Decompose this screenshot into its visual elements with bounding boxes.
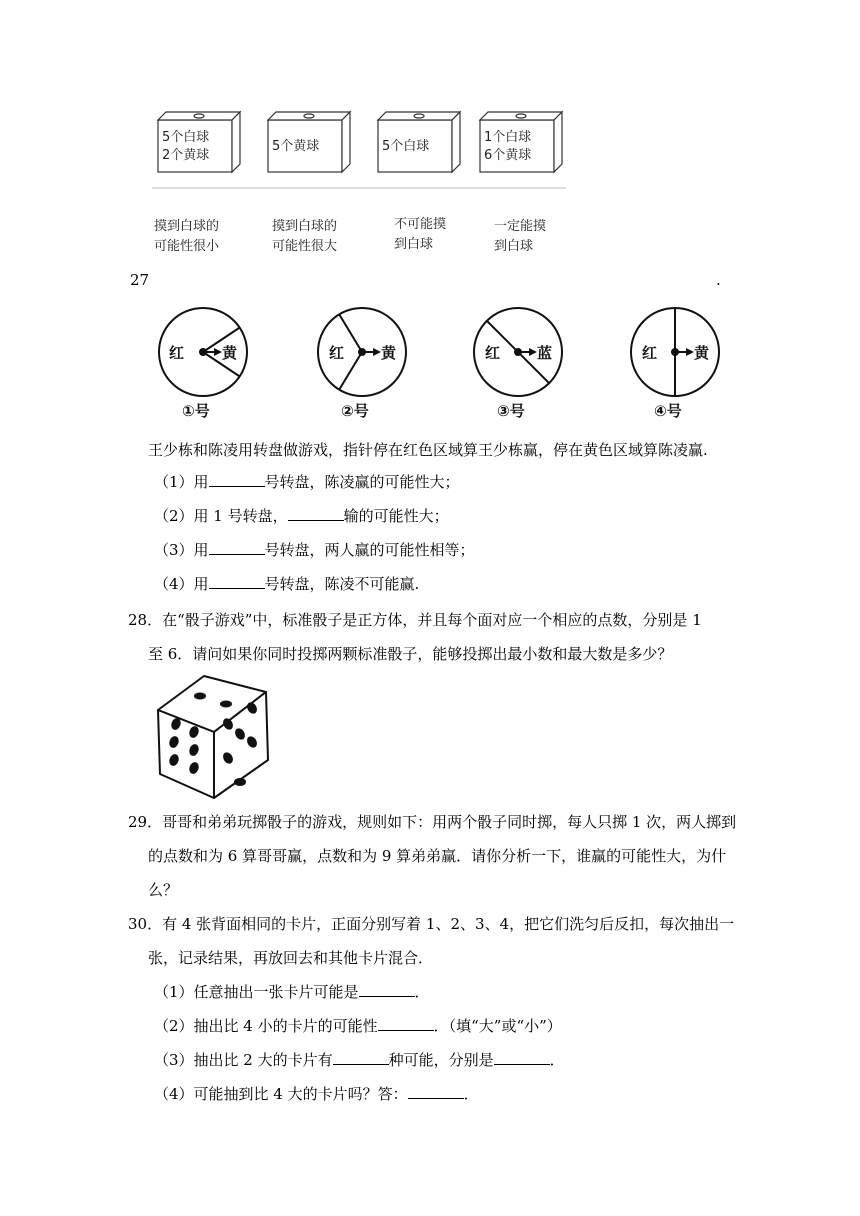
q30-part-2-prefix: （2）抽出比 4 小的卡片的可能性 (154, 1017, 378, 1035)
q27-part-4-prefix: （4）用 (154, 575, 209, 593)
q27-part-3-prefix: （3）用 (154, 541, 209, 559)
box-4-caption-2: 到白球 (494, 239, 534, 254)
q27-part-1-suffix: 号转盘，陈凌赢的可能性大； (264, 473, 460, 491)
box-3-line-1: 5个白球 (382, 139, 430, 154)
spinner-2-left-label: 红 (329, 344, 345, 362)
answer-blank[interactable] (333, 1050, 389, 1065)
spinner-2-right-label: 黄 (381, 344, 397, 362)
answer-blank[interactable] (378, 1016, 434, 1031)
q30-part-1-suffix: ． (414, 983, 430, 1001)
box-2-line-1: 5个黄球 (272, 139, 320, 154)
box-4-line-1: 1个白球 (484, 130, 532, 145)
q27-part-3-suffix: 号转盘，两人赢的可能性相等； (264, 541, 475, 559)
q30-part-2-suffix: ．（填“大”或“小”） (433, 1017, 562, 1035)
q27-part-4-suffix: 号转盘，陈凌不可能赢. (264, 575, 420, 593)
q27-number: 27 (130, 271, 150, 289)
spinner-3-right-label: 蓝 (537, 344, 553, 362)
q27-part-4 (154, 574, 419, 594)
q30-part-4 (154, 1084, 479, 1104)
q30-part-3-mid: 种可能，分别是 (388, 1051, 494, 1069)
box-1-caption-1: 摸到白球的 (154, 219, 220, 234)
spinner-4-right-label: 黄 (694, 344, 710, 362)
box-3-caption-1: 不可能摸 (394, 217, 447, 232)
q30-part-1-prefix: （1）任意抽出一张卡片可能是 (154, 983, 359, 1001)
q28-line-1: 28．在“骰子游戏”中，标准骰子是正方体，并且每个面对应一个相应的点数，分别是 1 (128, 611, 702, 629)
spinner-1-caption: ①号 (182, 402, 210, 420)
q27-part-2 (154, 506, 449, 526)
answer-blank[interactable] (359, 982, 415, 997)
q30-line-2: 张，记录结果，再放回去和其他卡片混合． (148, 949, 434, 967)
box-1-line-1: 5个白球 (162, 130, 210, 145)
spinners-figure (148, 302, 748, 424)
answer-blank[interactable] (209, 574, 265, 589)
boxes-figure (150, 106, 570, 256)
dice-figure (152, 672, 274, 808)
box-4-line-2: 6个黄球 (484, 148, 532, 163)
q28-line-2: 至 6．请问如果你同时投掷两颗标准骰子，能够投掷出最小数和最大数是多少？ (148, 645, 673, 663)
q27-end-dot: . (716, 271, 721, 289)
box-3-caption-2: 到白球 (394, 237, 434, 252)
box-2-caption-1: 摸到白球的 (272, 219, 338, 234)
box-4-caption-1: 一定能摸 (494, 219, 547, 234)
q27-part-3 (154, 540, 475, 560)
q30-part-3-suffix: ． (549, 1051, 565, 1069)
spinner-1-right-label: 黄 (222, 344, 238, 362)
q30-part-3-prefix: （3）抽出比 2 大的卡片有 (154, 1051, 333, 1069)
q27-part-2-prefix: （2）用 1 号转盘， (154, 507, 288, 525)
answer-blank[interactable] (209, 540, 265, 555)
answer-blank[interactable] (494, 1050, 550, 1065)
box-1-line-2: 2个黄球 (162, 148, 210, 163)
q27-part-2-suffix: 输的可能性大； (343, 507, 449, 525)
box-2-caption-2: 可能性很大 (272, 239, 338, 254)
q29-line-1: 29．哥哥和弟弟玩掷骰子的游戏，规则如下：用两个骰子同时掷，每人只掷 1 次，两人掷到 (128, 813, 737, 831)
q30-part-4-prefix: （4）可能抽到比 4 大的卡片吗？答： (154, 1085, 408, 1103)
q30-line-1: 30．有 4 张背面相同的卡片，正面分别写着 1、2、3、4，把它们洗匀后反扣，每次抽出一 (128, 915, 735, 933)
answer-blank[interactable] (209, 472, 265, 487)
q30-part-4-suffix: ． (463, 1085, 479, 1103)
spinner-3-caption: ③号 (497, 402, 525, 420)
spinner-1-left-label: 红 (169, 344, 185, 362)
q29-line-2: 的点数和为 6 算哥哥赢，点数和为 9 算弟弟赢．请你分析一下，谁赢的可能性大，为什 (148, 847, 727, 865)
q27-part-1 (154, 472, 460, 492)
q29-line-3: 么？ (148, 881, 179, 899)
q27-part-1-prefix: （1）用 (154, 473, 209, 491)
answer-blank[interactable] (408, 1084, 464, 1099)
answer-blank[interactable] (288, 506, 344, 521)
spinner-4-left-label: 红 (642, 344, 658, 362)
spinner-2-caption: ②号 (341, 402, 369, 420)
q30-part-3 (154, 1050, 565, 1070)
box-1-caption-2: 可能性很小 (154, 239, 220, 254)
spinner-4-caption: ④号 (654, 402, 682, 420)
q30-part-2 (154, 1016, 562, 1036)
q27-intro: 王少栋和陈凌用转盘做游戏，指针停在红色区域算王少栋赢，停在黄色区域算陈凌赢. (148, 441, 708, 459)
q30-part-1 (154, 982, 430, 1002)
spinner-3-left-label: 红 (485, 344, 501, 362)
